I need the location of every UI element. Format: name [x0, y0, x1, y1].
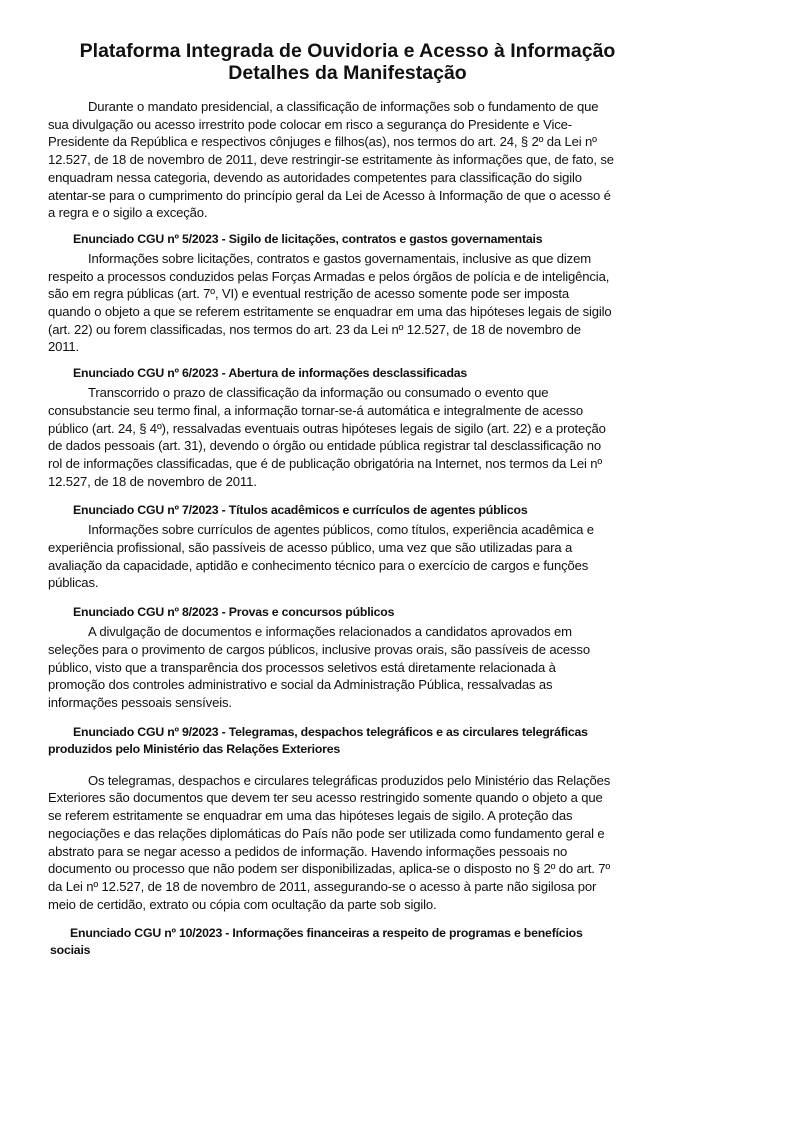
page-title [45, 40, 650, 84]
page-title-line-1: Plataforma Integrada de Ouvidoria e Acesso à Informação [79, 40, 616, 62]
intro-paragraph: Durante o mandato presidencial, a classificação de informações sob o fundamento de que sua divulgação ou acesso irrestrito pode colocar em risco a segurança do Presidente e Vice-Presidente da República e respectivos cônjuges e filhos(as), nos termos do art. 24, § 2º da Lei nº 12.527, de 18 de novembro de 2011, deve restringir-se estritamente às informações que, de fato, se enquadram nessa categoria, devendo as autoridades competentes para classificação do sigilo atentar-se para o cumprimento do princípio geral da Lei de Acesso à Informação de que o acesso é a regra e o sigilo a exceção. [48, 99, 614, 221]
section-text-8: A divulgação de documentos e informações relacionados a candidatos aprovados em seleções para o provimento de cargos públicos, inclusive provas orais, são passíveis de acesso público, visto que a transparência dos processos seletivos está diretamente relacionada à promoção dos controles administrativo e social da Administração Pública, ressalvadas as informações pessoais sensíveis. [48, 624, 590, 710]
section-heading-7: Enunciado CGU nº 7/2023 - Títulos acadêmicos e currículos de agentes públicos [73, 503, 528, 518]
document-page [48, 40, 614, 973]
section-text-9: Os telegramas, despachos e circulares telegráficas produzidos pelo Ministério das Relações Exteriores são documentos que devem ter seu acesso restringido somente quando o objeto a que se referem estritamente se enquadrar em uma das hipóteses legais de sigilo. A proteção das negociações e das relações diplomáticas do País não pode ser utilizada como fundamento geral e abstrato para se negar acesso a pedidos de informação. Havendo informações pessoais no documento ou processo que não podem ser disponibilizadas, aplica-se o disposto no § 2º do art. 7º da Lei nº 12.527, de 18 de novembro de 2011, assegurando-se o acesso à parte não sigilosa por meio de certidão, extrato ou cópia com ocultação da parte sob sigilo. [48, 772, 611, 912]
section-text-5: Informações sobre licitações, contratos e gastos governamentais, inclusive as que dizem respeito a processos conduzidos pelas Forças Armadas e pelos órgãos de polícia e de inteligência, são em regra públicas (art. 7º, VI) e eventual restrição de acesso somente pode ser imposta quando o objeto a que se referem estritamente se enquadrar em uma das hipóteses legais de sigilo (art. 22) ou forem classificadas, nos termos do art. 23 da Lei nº 12.527, de 18 de novembro de 2011. [48, 250, 612, 355]
section-text-6: Transcorrido o prazo de classificação da informação ou consumado o evento que consubstancie seu termo final, a informação tornar-se-á automática e integralmente de acesso público (art. 24, § 4º), ressalvadas eventuais outras hipóteses legais de sigilo (art. 22) e a proteção de dados pessoais (art. 31), devendo o órgão ou entidade pública registrar tal desclassificação no rol de informações classificadas, que é de publicação obrigatória na Internet, nos termos da Lei nº 12.527, de 18 de novembro de 2011. [48, 385, 606, 489]
page-title-line-2: Detalhes da Manifestação [228, 62, 467, 84]
section-heading-5: Enunciado CGU nº 5/2023 - Sigilo de licitações, contratos e gastos governamentais [73, 231, 543, 246]
section-heading-6: Enunciado CGU nº 6/2023 - Abertura de informações desclassificadas [73, 366, 468, 381]
section-heading-9: Enunciado CGU nº 9/2023 - Telegramas, despachos telegráficos e as circulares telegráficas produzidos pelo Ministério das Relações Exteriores [48, 724, 588, 756]
section-heading-10: Enunciado CGU nº 10/2023 - Informações financeiras a respeito de programas e benefícios sociais [50, 926, 583, 958]
section-heading-8: Enunciado CGU nº 8/2023 - Provas e concursos públicos [73, 605, 395, 620]
section-text-7: Informações sobre currículos de agentes públicos, como títulos, experiência acadêmica e experiência profissional, são passíveis de acesso público, uma vez que são utilizadas para a avaliação da capacidade, aptidão e conhecimento técnico para o exercício de cargos e funções públicas. [48, 522, 594, 591]
